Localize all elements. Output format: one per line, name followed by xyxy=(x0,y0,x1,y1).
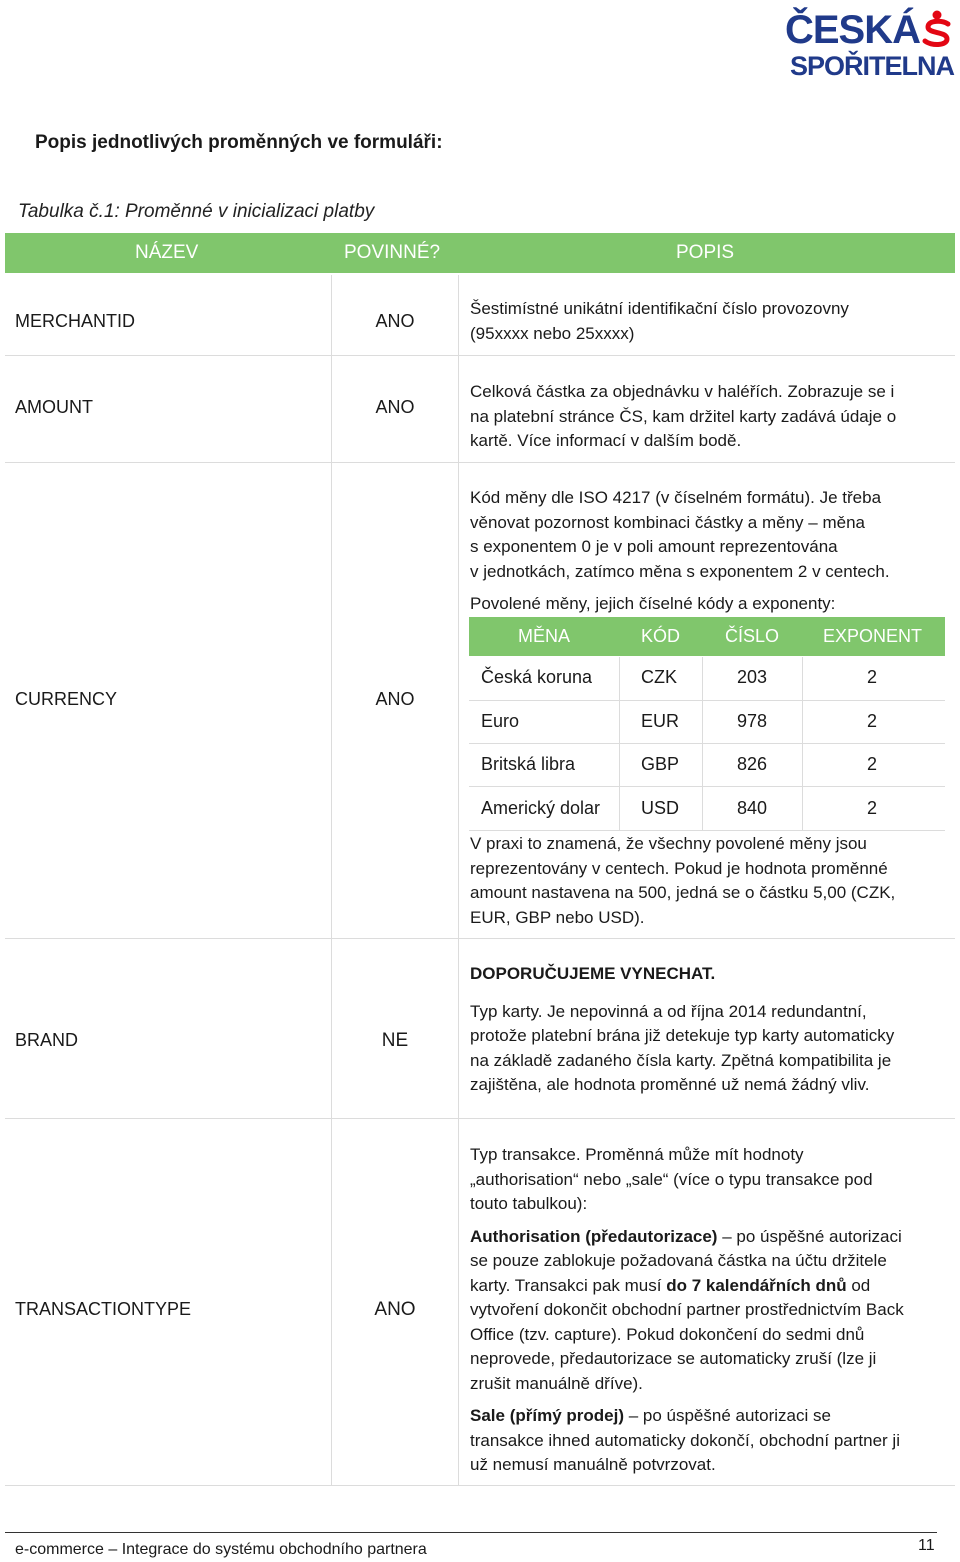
currency-code: USD xyxy=(641,798,680,818)
description-line: Celková částka za objednávku v haléřích. Zobrazuje se i xyxy=(470,382,895,401)
variable-name: CURRENCY xyxy=(15,689,118,709)
currency-code: CZK xyxy=(641,667,677,687)
table-caption: Tabulka č.1: Proměnné v inicializaci platby xyxy=(18,201,375,222)
description-line: zrušit manuálně dříve). xyxy=(470,1373,643,1393)
column-divider xyxy=(458,275,459,1485)
description-line: amount nastavena na 500, jedná se o částku 5,00 (CZK, xyxy=(470,883,896,902)
variable-description xyxy=(470,1143,940,1478)
logo-line2: SPOŘITELNA xyxy=(789,51,954,81)
authorisation-paragraph xyxy=(470,1225,940,1250)
description-line: transakce ihned automaticky dokončí, obchodní partner ji xyxy=(470,1430,900,1450)
currency-row-divider xyxy=(469,743,945,744)
page-heading: Popis jednotlivých proměnných ve formuláři: xyxy=(35,132,443,153)
column-header-required: POVINNÉ? xyxy=(344,242,441,263)
row-divider xyxy=(5,355,955,356)
footer-divider xyxy=(5,1532,937,1533)
description-line: Typ karty. Je nepovinná a od října 2014 redundantní, xyxy=(470,1001,867,1021)
description-fragment: karty. Transakci pak musí xyxy=(470,1275,667,1295)
recommendation-text: DOPORUČUJEME VYNECHAT. xyxy=(470,964,716,983)
deadline-emphasis: do 7 kalendářních dnů xyxy=(666,1275,847,1295)
required-value: ANO xyxy=(375,397,415,417)
description-line: kartě. Více informací v dalším bodě. xyxy=(470,431,742,450)
variable-name: BRAND xyxy=(15,1030,79,1050)
currency-exponent: 2 xyxy=(867,667,878,687)
currency-column-divider xyxy=(702,657,703,831)
ceska-sporitelna-logo xyxy=(784,6,954,82)
currency-exponent: 2 xyxy=(867,754,878,774)
variable-description xyxy=(470,962,940,1098)
description-line: vytvoření dokončit obchodní partner prostřednictvím Back xyxy=(470,1300,904,1319)
description-line: na základě zadaného čísla karty. Zpětná kompatibilita je xyxy=(470,1050,892,1070)
currency-row-divider xyxy=(469,830,945,831)
description-line: v jednotkách, zatímco měna s exponentem 2 v centech. xyxy=(470,561,890,581)
currency-column-header: ČÍSLO xyxy=(725,626,780,646)
currency-number: 203 xyxy=(737,667,768,687)
variable-name: MERCHANTID xyxy=(15,311,135,331)
variable-description xyxy=(470,486,940,617)
row-divider xyxy=(5,1118,955,1119)
description-line: protože platební brána již detekuje typ karty automaticky xyxy=(470,1026,895,1045)
description-line: reprezentovány v centech. Pokud je hodnota proměnné xyxy=(470,858,888,878)
authorisation-term: Authorisation (předautorizace) xyxy=(470,1226,718,1246)
description-fragment: od xyxy=(846,1275,871,1295)
logo-line1: ČESKÁ xyxy=(784,8,920,52)
column-header-name: NÁZEV xyxy=(135,242,199,263)
description-line: Povolené měny, jejich číselné kódy a exponenty: xyxy=(470,594,836,613)
currency-number: 840 xyxy=(737,798,768,818)
currency-column-header: MĚNA xyxy=(518,626,571,646)
variable-name: TRANSACTIONTYPE xyxy=(15,1299,192,1319)
description-line: touto tabulkou): xyxy=(470,1194,588,1213)
description-line: V praxi to znamená, že všechny povolené měny jsou xyxy=(470,834,867,853)
currency-row-divider xyxy=(469,786,945,787)
required-value: ANO xyxy=(375,689,415,709)
required-value: NE xyxy=(381,1030,409,1051)
row-divider xyxy=(5,462,955,463)
page-number: 11 xyxy=(918,1537,935,1554)
description-line: EUR, GBP nebo USD). xyxy=(470,907,645,927)
currency-exponent: 2 xyxy=(867,711,878,731)
variable-description xyxy=(470,297,940,346)
currency-name: Americký dolar xyxy=(481,798,601,818)
currency-code: GBP xyxy=(641,754,680,774)
sale-term: Sale (přímý prodej) xyxy=(470,1406,624,1425)
row-divider xyxy=(5,938,955,939)
description-line xyxy=(470,1274,940,1299)
sale-paragraph xyxy=(470,1404,940,1429)
currency-column-header: KÓD xyxy=(641,626,681,646)
currency-name: Britská libra xyxy=(481,754,576,774)
required-value: ANO xyxy=(374,1299,416,1320)
currency-row-divider xyxy=(469,700,945,701)
currency-number: 978 xyxy=(737,711,768,731)
column-header-description: POPIS xyxy=(676,242,735,263)
description-line: zajištěna, ale hodnota proměnné už nemá žádný vliv. xyxy=(470,1075,870,1094)
description-line: (95xxxx nebo 25xxxx) xyxy=(470,323,635,343)
description-line: se pouze zablokuje požadovaná částka na účtu držitele xyxy=(470,1251,887,1270)
description-line: „authorisation“ nebo „sale“ (více o typu transakce pod xyxy=(470,1169,873,1189)
description-line: věnovat pozornost kombinaci částky a měny – měna xyxy=(470,512,865,532)
currency-number: 826 xyxy=(737,754,768,774)
row-divider xyxy=(5,1485,955,1486)
variable-name: AMOUNT xyxy=(15,397,93,417)
required-value: ANO xyxy=(375,311,415,331)
currency-name: Euro xyxy=(481,711,520,731)
table-header xyxy=(5,233,955,273)
authorisation-text: – po úspěšné autorizaci xyxy=(717,1226,902,1246)
sale-text: – po úspěšné autorizaci se xyxy=(623,1406,831,1425)
variable-description xyxy=(470,380,940,454)
variable-description-note xyxy=(470,832,940,930)
description-line: Typ transakce. Proměnná může mít hodnoty xyxy=(470,1145,804,1164)
description-line: s exponentem 0 je v poli amount reprezentována xyxy=(470,537,838,556)
description-line: Office (tzv. capture). Pokud dokončení do sedmi dnů xyxy=(470,1324,865,1344)
description-line: neprovede, předautorizace se automaticky zruší (lze ji xyxy=(470,1349,877,1368)
description-line: už nemusí manuálně potvrzovat. xyxy=(470,1455,716,1474)
description-line: na platební stránce ČS, kam držitel karty zadává údaje o xyxy=(470,406,897,426)
currency-table-header xyxy=(469,617,945,656)
sporitelna-s-mark-icon xyxy=(922,10,952,48)
description-line: Kód měny dle ISO 4217 (v číselném formátu). Je třeba xyxy=(470,488,882,507)
footer-text: e-commerce – Integrace do systému obchodního partnera xyxy=(15,1541,427,1558)
currency-column-divider xyxy=(619,657,620,831)
currency-name: Česká koruna xyxy=(481,667,593,687)
currency-exponent: 2 xyxy=(867,798,878,818)
currency-code: EUR xyxy=(641,711,680,731)
description-line: Šestimístné unikátní identifikační číslo provozovny xyxy=(470,299,849,318)
currency-column-header: EXPONENT xyxy=(823,626,923,646)
currency-column-divider xyxy=(802,657,803,831)
